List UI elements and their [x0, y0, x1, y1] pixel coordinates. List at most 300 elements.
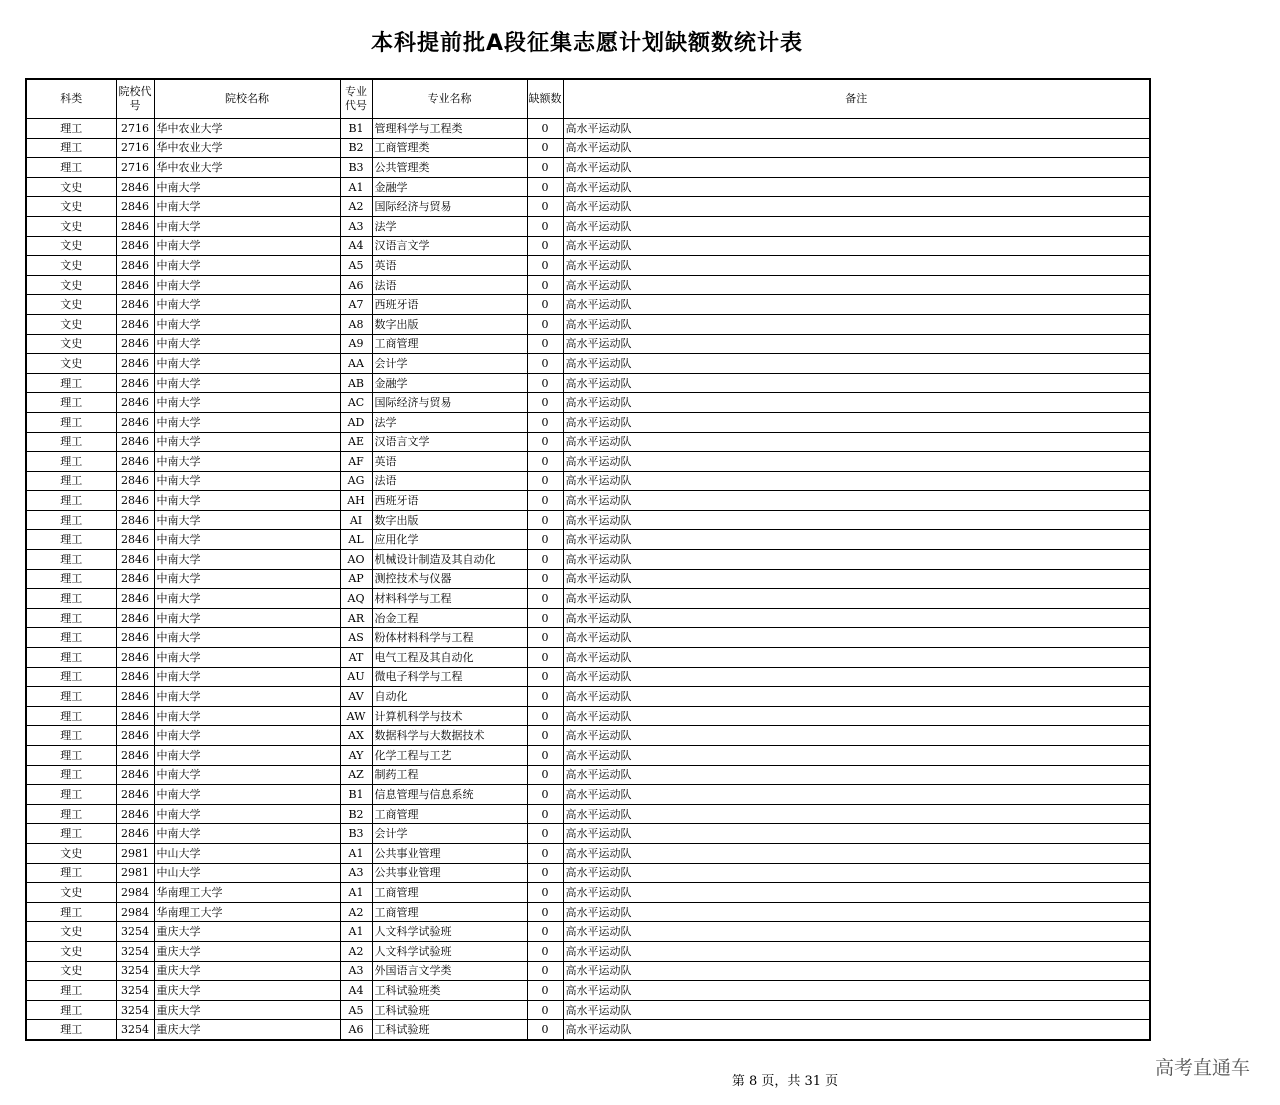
- cell-remark: 高水平运动队: [563, 667, 1150, 687]
- cell-category: 理工: [26, 608, 116, 628]
- cell-major-code: A2: [340, 941, 372, 961]
- cell-school-name: 中南大学: [154, 354, 340, 374]
- table-row: [26, 961, 1150, 981]
- cell-school-name: 中山大学: [154, 863, 340, 883]
- cell-category: 文史: [26, 295, 116, 315]
- cell-category: 理工: [26, 804, 116, 824]
- cell-major-code: A1: [340, 922, 372, 942]
- cell-remark: 高水平运动队: [563, 334, 1150, 354]
- cell-school-name: 中南大学: [154, 706, 340, 726]
- cell-school-code: 2846: [116, 628, 154, 648]
- cell-shortage: 0: [527, 119, 563, 139]
- cell-remark: 高水平运动队: [563, 373, 1150, 393]
- table-row: [26, 726, 1150, 746]
- cell-shortage: 0: [527, 922, 563, 942]
- cell-major-name: 机械设计制造及其自动化: [372, 550, 527, 570]
- cell-remark: 高水平运动队: [563, 471, 1150, 491]
- cell-major-name: 工商管理类: [372, 138, 527, 158]
- cell-school-code: 2846: [116, 746, 154, 766]
- cell-major-name: 公共管理类: [372, 158, 527, 178]
- cell-major-code: A1: [340, 883, 372, 903]
- cell-remark: 高水平运动队: [563, 275, 1150, 295]
- cell-major-code: AE: [340, 432, 372, 452]
- table-row: [26, 236, 1150, 256]
- table-body: [26, 119, 1150, 1040]
- cell-major-name: 法学: [372, 412, 527, 432]
- table-row: [26, 510, 1150, 530]
- table-row: [26, 1000, 1150, 1020]
- cell-remark: 高水平运动队: [563, 158, 1150, 178]
- cell-school-code: 2846: [116, 354, 154, 374]
- table-row: [26, 628, 1150, 648]
- cell-category: 文史: [26, 354, 116, 374]
- cell-major-name: 汉语言文学: [372, 236, 527, 256]
- cell-school-name: 中南大学: [154, 275, 340, 295]
- table-row: [26, 804, 1150, 824]
- cell-major-code: AD: [340, 412, 372, 432]
- cell-remark: 高水平运动队: [563, 354, 1150, 374]
- cell-shortage: 0: [527, 981, 563, 1001]
- cell-shortage: 0: [527, 334, 563, 354]
- cell-major-name: 英语: [372, 256, 527, 276]
- cell-shortage: 0: [527, 746, 563, 766]
- header-school-code: 院校代号: [116, 79, 154, 119]
- cell-major-name: 工科试验班类: [372, 981, 527, 1001]
- cell-category: 文史: [26, 941, 116, 961]
- table-row: [26, 295, 1150, 315]
- cell-school-name: 中南大学: [154, 216, 340, 236]
- cell-shortage: 0: [527, 569, 563, 589]
- cell-school-name: 中南大学: [154, 785, 340, 805]
- cell-major-code: A1: [340, 177, 372, 197]
- page-number: 第 8 页，共 31 页: [731, 1074, 839, 1089]
- cell-category: 理工: [26, 452, 116, 472]
- cell-major-code: A4: [340, 981, 372, 1001]
- cell-school-name: 中南大学: [154, 726, 340, 746]
- table-row: [26, 687, 1150, 707]
- cell-shortage: 0: [527, 863, 563, 883]
- cell-school-code: 3254: [116, 1000, 154, 1020]
- shortage-table: [25, 78, 1151, 1041]
- cell-remark: 高水平运动队: [563, 491, 1150, 511]
- cell-major-code: AU: [340, 667, 372, 687]
- cell-shortage: 0: [527, 608, 563, 628]
- watermark: 高考直通车: [1154, 1057, 1250, 1079]
- cell-remark: 高水平运动队: [563, 765, 1150, 785]
- cell-shortage: 0: [527, 412, 563, 432]
- cell-category: 文史: [26, 922, 116, 942]
- cell-major-code: A3: [340, 961, 372, 981]
- cell-school-name: 中南大学: [154, 648, 340, 668]
- header-major-name: 专业名称: [372, 79, 527, 119]
- cell-major-name: 会计学: [372, 824, 527, 844]
- cell-major-name: 数字出版: [372, 510, 527, 530]
- cell-major-code: AZ: [340, 765, 372, 785]
- cell-category: 理工: [26, 510, 116, 530]
- cell-category: 理工: [26, 138, 116, 158]
- table-row: [26, 393, 1150, 413]
- cell-school-name: 中南大学: [154, 197, 340, 217]
- header-school-name: 院校名称: [154, 79, 340, 119]
- cell-major-name: 公共事业管理: [372, 863, 527, 883]
- cell-school-code: 2846: [116, 216, 154, 236]
- cell-major-name: 计算机科学与技术: [372, 706, 527, 726]
- table-row: [26, 216, 1150, 236]
- cell-school-name: 华南理工大学: [154, 902, 340, 922]
- cell-category: 文史: [26, 216, 116, 236]
- cell-category: 理工: [26, 550, 116, 570]
- cell-school-name: 中南大学: [154, 569, 340, 589]
- cell-school-code: 2846: [116, 550, 154, 570]
- cell-remark: 高水平运动队: [563, 726, 1150, 746]
- page-title: 本科提前批A段征集志愿计划缺额数统计表: [370, 31, 804, 56]
- cell-school-name: 重庆大学: [154, 922, 340, 942]
- cell-major-name: 人文科学试验班: [372, 922, 527, 942]
- cell-category: 理工: [26, 471, 116, 491]
- table-row: [26, 334, 1150, 354]
- cell-shortage: 0: [527, 785, 563, 805]
- cell-major-name: 化学工程与工艺: [372, 746, 527, 766]
- cell-school-code: 2846: [116, 824, 154, 844]
- cell-major-code: AV: [340, 687, 372, 707]
- cell-category: 理工: [26, 824, 116, 844]
- cell-major-code: A2: [340, 902, 372, 922]
- cell-shortage: 0: [527, 373, 563, 393]
- cell-remark: 高水平运动队: [563, 941, 1150, 961]
- cell-major-code: AP: [340, 569, 372, 589]
- cell-school-code: 2846: [116, 393, 154, 413]
- cell-major-name: 会计学: [372, 354, 527, 374]
- cell-remark: 高水平运动队: [563, 569, 1150, 589]
- cell-remark: 高水平运动队: [563, 236, 1150, 256]
- cell-major-name: 工商管理: [372, 883, 527, 903]
- cell-major-code: AC: [340, 393, 372, 413]
- table-row: [26, 902, 1150, 922]
- cell-shortage: 0: [527, 530, 563, 550]
- cell-major-name: 粉体材料科学与工程: [372, 628, 527, 648]
- table-row: [26, 432, 1150, 452]
- cell-shortage: 0: [527, 510, 563, 530]
- cell-shortage: 0: [527, 216, 563, 236]
- cell-remark: 高水平运动队: [563, 961, 1150, 981]
- cell-major-name: 工商管理: [372, 804, 527, 824]
- cell-major-code: AR: [340, 608, 372, 628]
- table-row: [26, 550, 1150, 570]
- cell-major-name: 英语: [372, 452, 527, 472]
- cell-school-name: 中南大学: [154, 765, 340, 785]
- cell-school-code: 2846: [116, 804, 154, 824]
- table-row: [26, 863, 1150, 883]
- table-row: [26, 530, 1150, 550]
- cell-school-code: 2846: [116, 412, 154, 432]
- cell-category: 文史: [26, 177, 116, 197]
- cell-school-code: 2846: [116, 510, 154, 530]
- cell-major-code: AB: [340, 373, 372, 393]
- table-row: [26, 746, 1150, 766]
- cell-school-name: 中南大学: [154, 452, 340, 472]
- cell-category: 理工: [26, 981, 116, 1001]
- cell-category: 理工: [26, 628, 116, 648]
- cell-remark: 高水平运动队: [563, 902, 1150, 922]
- cell-category: 理工: [26, 706, 116, 726]
- cell-major-code: AY: [340, 746, 372, 766]
- cell-major-name: 材料科学与工程: [372, 589, 527, 609]
- cell-category: 理工: [26, 667, 116, 687]
- cell-shortage: 0: [527, 883, 563, 903]
- cell-category: 理工: [26, 393, 116, 413]
- cell-category: 文史: [26, 843, 116, 863]
- cell-school-name: 中南大学: [154, 667, 340, 687]
- cell-major-code: B1: [340, 119, 372, 139]
- cell-category: 文史: [26, 256, 116, 276]
- cell-shortage: 0: [527, 824, 563, 844]
- cell-school-code: 3254: [116, 922, 154, 942]
- table-row: [26, 981, 1150, 1001]
- cell-school-name: 中南大学: [154, 491, 340, 511]
- cell-school-name: 华中农业大学: [154, 119, 340, 139]
- cell-major-code: A5: [340, 256, 372, 276]
- cell-category: 理工: [26, 158, 116, 178]
- table-row: [26, 158, 1150, 178]
- table-row: [26, 452, 1150, 472]
- cell-school-code: 3254: [116, 981, 154, 1001]
- cell-school-name: 中南大学: [154, 687, 340, 707]
- cell-shortage: 0: [527, 295, 563, 315]
- cell-remark: 高水平运动队: [563, 530, 1150, 550]
- cell-remark: 高水平运动队: [563, 177, 1150, 197]
- cell-school-name: 中南大学: [154, 314, 340, 334]
- cell-school-name: 中南大学: [154, 256, 340, 276]
- cell-school-code: 3254: [116, 941, 154, 961]
- cell-remark: 高水平运动队: [563, 119, 1150, 139]
- cell-category: 文史: [26, 883, 116, 903]
- header-major-code: 专业代号: [340, 79, 372, 119]
- cell-category: 理工: [26, 373, 116, 393]
- cell-major-name: 工商管理: [372, 334, 527, 354]
- cell-shortage: 0: [527, 902, 563, 922]
- table-row: [26, 177, 1150, 197]
- cell-school-name: 中南大学: [154, 608, 340, 628]
- cell-category: 理工: [26, 412, 116, 432]
- cell-remark: 高水平运动队: [563, 648, 1150, 668]
- cell-remark: 高水平运动队: [563, 687, 1150, 707]
- cell-shortage: 0: [527, 648, 563, 668]
- cell-school-name: 重庆大学: [154, 961, 340, 981]
- table-row: [26, 648, 1150, 668]
- cell-shortage: 0: [527, 471, 563, 491]
- table-row: [26, 608, 1150, 628]
- cell-remark: 高水平运动队: [563, 981, 1150, 1001]
- table-row: [26, 138, 1150, 158]
- cell-category: 文史: [26, 334, 116, 354]
- cell-major-name: 信息管理与信息系统: [372, 785, 527, 805]
- cell-shortage: 0: [527, 843, 563, 863]
- cell-school-name: 中南大学: [154, 589, 340, 609]
- table-row: [26, 589, 1150, 609]
- cell-school-code: 2846: [116, 648, 154, 668]
- cell-major-code: AL: [340, 530, 372, 550]
- cell-major-code: A1: [340, 843, 372, 863]
- cell-major-name: 测控技术与仪器: [372, 569, 527, 589]
- cell-remark: 高水平运动队: [563, 628, 1150, 648]
- cell-remark: 高水平运动队: [563, 295, 1150, 315]
- cell-shortage: 0: [527, 275, 563, 295]
- cell-school-code: 2846: [116, 295, 154, 315]
- cell-major-name: 国际经济与贸易: [372, 197, 527, 217]
- cell-category: 理工: [26, 785, 116, 805]
- cell-school-code: 2846: [116, 687, 154, 707]
- table-row: [26, 883, 1150, 903]
- cell-school-name: 中南大学: [154, 550, 340, 570]
- cell-school-name: 华中农业大学: [154, 138, 340, 158]
- cell-major-name: 西班牙语: [372, 295, 527, 315]
- cell-major-name: 法学: [372, 216, 527, 236]
- cell-shortage: 0: [527, 765, 563, 785]
- cell-shortage: 0: [527, 687, 563, 707]
- cell-major-code: A7: [340, 295, 372, 315]
- cell-school-code: 2846: [116, 236, 154, 256]
- cell-school-code: 2846: [116, 197, 154, 217]
- cell-school-name: 中南大学: [154, 510, 340, 530]
- cell-major-code: B1: [340, 785, 372, 805]
- cell-category: 理工: [26, 765, 116, 785]
- cell-major-name: 电气工程及其自动化: [372, 648, 527, 668]
- cell-school-name: 中南大学: [154, 373, 340, 393]
- cell-remark: 高水平运动队: [563, 608, 1150, 628]
- cell-school-code: 2846: [116, 432, 154, 452]
- cell-category: 文史: [26, 275, 116, 295]
- cell-school-code: 2846: [116, 334, 154, 354]
- cell-remark: 高水平运动队: [563, 1000, 1150, 1020]
- cell-shortage: 0: [527, 706, 563, 726]
- cell-school-code: 2716: [116, 138, 154, 158]
- cell-school-code: 2846: [116, 569, 154, 589]
- table-row: [26, 256, 1150, 276]
- header-remark: 备注: [563, 79, 1150, 119]
- cell-school-name: 重庆大学: [154, 941, 340, 961]
- cell-major-code: A6: [340, 275, 372, 295]
- cell-category: 理工: [26, 530, 116, 550]
- cell-major-code: A5: [340, 1000, 372, 1020]
- cell-school-code: 2846: [116, 177, 154, 197]
- cell-remark: 高水平运动队: [563, 432, 1150, 452]
- table-row: [26, 373, 1150, 393]
- cell-school-code: 2846: [116, 765, 154, 785]
- cell-school-code: 2846: [116, 589, 154, 609]
- cell-school-name: 重庆大学: [154, 1020, 340, 1040]
- cell-remark: 高水平运动队: [563, 843, 1150, 863]
- cell-major-code: A9: [340, 334, 372, 354]
- table-row: [26, 667, 1150, 687]
- cell-school-name: 中南大学: [154, 824, 340, 844]
- cell-school-name: 中南大学: [154, 412, 340, 432]
- cell-category: 理工: [26, 1000, 116, 1020]
- cell-remark: 高水平运动队: [563, 452, 1150, 472]
- cell-shortage: 0: [527, 452, 563, 472]
- cell-remark: 高水平运动队: [563, 393, 1150, 413]
- cell-major-code: AT: [340, 648, 372, 668]
- cell-school-code: 2846: [116, 726, 154, 746]
- cell-school-name: 中南大学: [154, 295, 340, 315]
- cell-school-code: 3254: [116, 961, 154, 981]
- cell-school-code: 2846: [116, 471, 154, 491]
- cell-major-code: B2: [340, 138, 372, 158]
- cell-major-code: A2: [340, 197, 372, 217]
- cell-school-code: 3254: [116, 1020, 154, 1040]
- cell-remark: 高水平运动队: [563, 706, 1150, 726]
- cell-school-name: 中南大学: [154, 334, 340, 354]
- cell-shortage: 0: [527, 314, 563, 334]
- cell-shortage: 0: [527, 628, 563, 648]
- cell-major-name: 金融学: [372, 177, 527, 197]
- cell-major-code: AA: [340, 354, 372, 374]
- cell-major-code: B3: [340, 158, 372, 178]
- cell-category: 文史: [26, 961, 116, 981]
- cell-remark: 高水平运动队: [563, 883, 1150, 903]
- cell-school-name: 中南大学: [154, 471, 340, 491]
- cell-school-code: 2981: [116, 863, 154, 883]
- cell-major-code: B2: [340, 804, 372, 824]
- cell-school-name: 重庆大学: [154, 1000, 340, 1020]
- cell-major-name: 制药工程: [372, 765, 527, 785]
- cell-shortage: 0: [527, 138, 563, 158]
- cell-remark: 高水平运动队: [563, 216, 1150, 236]
- cell-major-name: 法语: [372, 275, 527, 295]
- cell-major-code: B3: [340, 824, 372, 844]
- cell-major-code: AI: [340, 510, 372, 530]
- cell-major-code: A3: [340, 863, 372, 883]
- cell-major-name: 冶金工程: [372, 608, 527, 628]
- cell-remark: 高水平运动队: [563, 922, 1150, 942]
- cell-category: 文史: [26, 236, 116, 256]
- cell-school-name: 中南大学: [154, 236, 340, 256]
- cell-remark: 高水平运动队: [563, 804, 1150, 824]
- cell-shortage: 0: [527, 354, 563, 374]
- cell-major-name: 应用化学: [372, 530, 527, 550]
- cell-school-code: 2846: [116, 491, 154, 511]
- cell-shortage: 0: [527, 726, 563, 746]
- cell-remark: 高水平运动队: [563, 746, 1150, 766]
- cell-school-name: 中南大学: [154, 177, 340, 197]
- table-header-row: [26, 79, 1150, 119]
- cell-major-name: 微电子科学与工程: [372, 667, 527, 687]
- cell-school-name: 重庆大学: [154, 981, 340, 1001]
- cell-category: 理工: [26, 589, 116, 609]
- cell-remark: 高水平运动队: [563, 1020, 1150, 1040]
- cell-shortage: 0: [527, 667, 563, 687]
- cell-school-name: 中南大学: [154, 804, 340, 824]
- cell-shortage: 0: [527, 256, 563, 276]
- cell-school-code: 2846: [116, 256, 154, 276]
- cell-major-name: 自动化: [372, 687, 527, 707]
- cell-major-name: 工科试验班: [372, 1020, 527, 1040]
- table-row: [26, 119, 1150, 139]
- cell-major-code: AW: [340, 706, 372, 726]
- cell-category: 理工: [26, 569, 116, 589]
- table-row: [26, 785, 1150, 805]
- cell-category: 理工: [26, 902, 116, 922]
- table-row: [26, 275, 1150, 295]
- cell-major-code: AX: [340, 726, 372, 746]
- table-row: [26, 354, 1150, 374]
- cell-school-code: 2984: [116, 902, 154, 922]
- cell-shortage: 0: [527, 432, 563, 452]
- cell-remark: 高水平运动队: [563, 589, 1150, 609]
- cell-shortage: 0: [527, 177, 563, 197]
- cell-school-code: 2846: [116, 785, 154, 805]
- cell-major-name: 人文科学试验班: [372, 941, 527, 961]
- cell-school-code: 2846: [116, 373, 154, 393]
